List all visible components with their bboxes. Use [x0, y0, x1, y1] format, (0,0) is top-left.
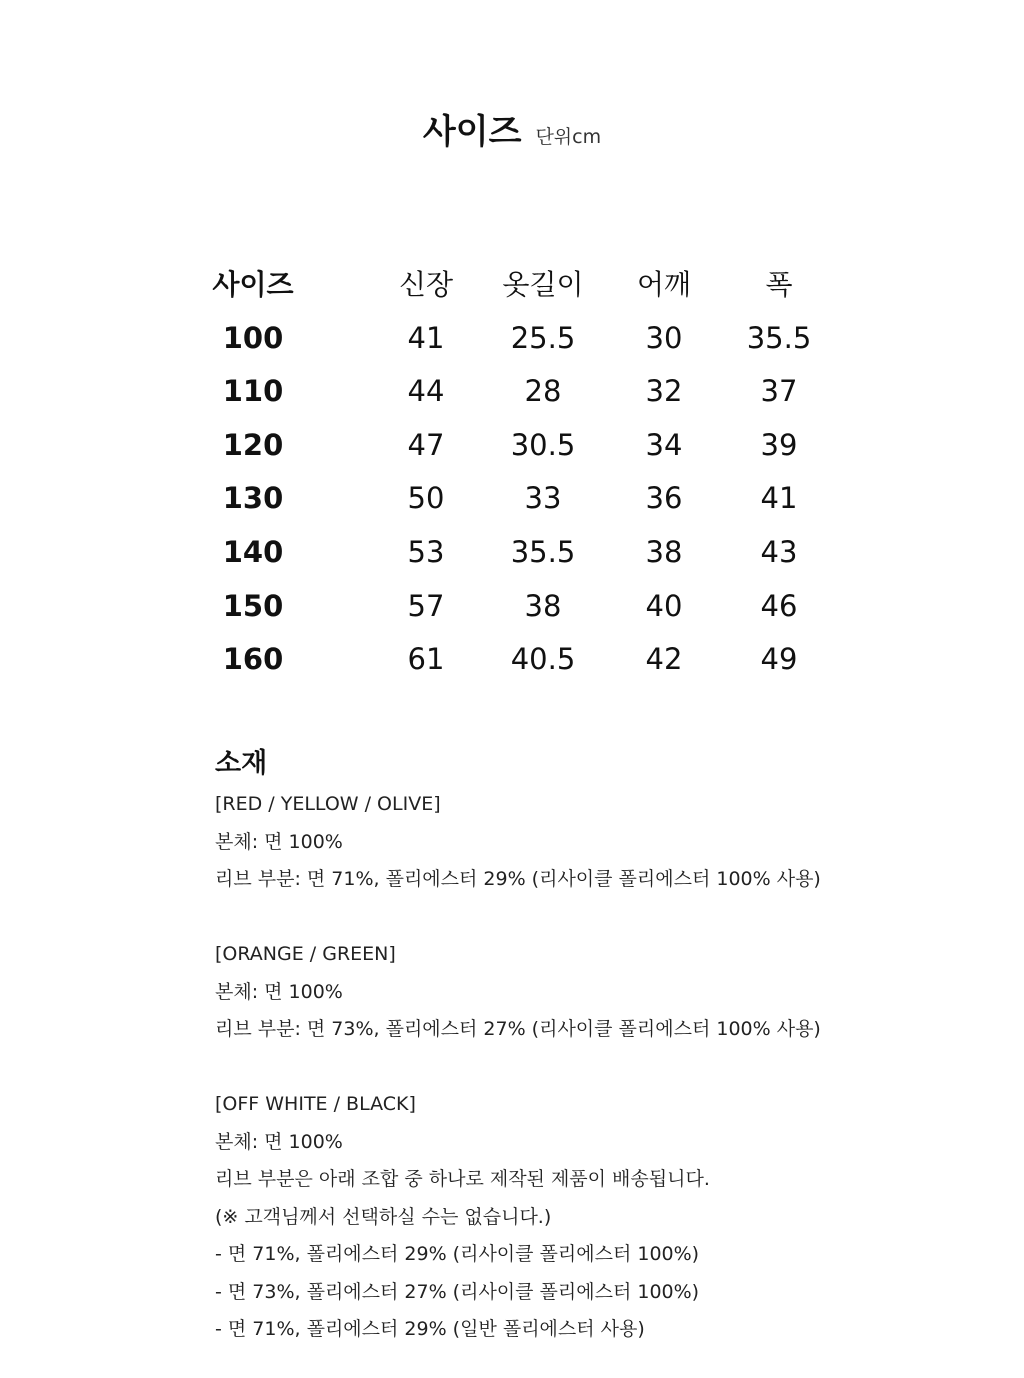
material-colors: [RED / YELLOW / OLIVE] — [215, 793, 441, 815]
cell-size: 110 — [222, 374, 284, 409]
cell-width: 41 — [760, 481, 798, 516]
material-colors: [ORANGE / GREEN] — [215, 943, 396, 965]
header-size: 사이즈 — [212, 268, 294, 301]
table-header-row — [196, 258, 836, 312]
table-row — [196, 472, 836, 526]
table-row — [196, 365, 836, 419]
material-line: - 면 71%, 폴리에스터 29% (리사이클 폴리에스터 100%) — [215, 1243, 700, 1265]
material-line: 본체: 면 100% — [215, 1130, 343, 1153]
cell-size: 140 — [222, 534, 284, 569]
cell-size: 130 — [222, 481, 284, 516]
cell-shoulder: 36 — [645, 481, 683, 516]
cell-length: 35.5 — [510, 534, 576, 569]
cell-width: 49 — [760, 642, 798, 677]
unit-label: 단위cm — [535, 126, 602, 148]
cell-length: 33 — [524, 481, 562, 516]
cell-size: 100 — [222, 320, 284, 355]
page-header — [0, 104, 1024, 153]
cell-length: 40.5 — [510, 642, 576, 677]
table-row — [196, 312, 836, 366]
cell-width: 35.5 — [746, 320, 812, 355]
cell-height: 41 — [407, 320, 445, 355]
cell-shoulder: 40 — [645, 588, 683, 623]
cell-height: 57 — [407, 588, 445, 623]
cell-width: 46 — [760, 588, 798, 623]
cell-length: 28 — [524, 374, 562, 409]
spacer — [215, 899, 975, 937]
cell-shoulder: 32 — [645, 374, 683, 409]
header-shoulder: 어깨 — [636, 268, 692, 301]
cell-shoulder: 42 — [645, 642, 683, 677]
header-width: 폭 — [765, 268, 793, 301]
cell-height: 61 — [407, 642, 445, 677]
material-line: - 면 71%, 폴리에스터 29% (일반 폴리에스터 사용) — [215, 1318, 645, 1340]
cell-size: 150 — [222, 588, 284, 623]
material-line: (※ 고객님께서 선택하실 수는 없습니다.) — [215, 1205, 552, 1228]
header-length: 옷길이 — [502, 268, 584, 301]
cell-size: 160 — [222, 642, 284, 677]
table-row — [196, 633, 836, 687]
cell-height: 44 — [407, 374, 445, 409]
material-group — [215, 786, 975, 899]
table-row — [196, 419, 836, 473]
material-title: 소재 — [215, 748, 268, 779]
header-height: 신장 — [398, 268, 454, 301]
material-group — [215, 936, 975, 1049]
material-colors: [OFF WHITE / BLACK] — [215, 1093, 416, 1115]
material-group — [215, 1086, 975, 1349]
cell-length: 30.5 — [510, 427, 576, 462]
material-line: - 면 73%, 폴리에스터 27% (리사이클 폴리에스터 100%) — [215, 1280, 700, 1303]
size-table — [196, 258, 836, 687]
material-line: 본체: 면 100% — [215, 980, 343, 1003]
material-line: 리브 부분: 면 71%, 폴리에스터 29% (리사이클 폴리에스터 100% 사용) — [215, 868, 821, 890]
cell-length: 38 — [524, 588, 562, 623]
cell-shoulder: 38 — [645, 534, 683, 569]
material-line: 본체: 면 100% — [215, 830, 343, 853]
cell-height: 53 — [407, 534, 445, 569]
cell-width: 43 — [760, 534, 798, 569]
cell-length: 25.5 — [510, 320, 576, 355]
page-title: 사이즈 — [422, 112, 522, 152]
cell-width: 39 — [760, 427, 798, 462]
cell-shoulder: 34 — [645, 427, 683, 462]
spacer — [215, 1049, 975, 1087]
material-line: 리브 부분: 면 73%, 폴리에스터 27% (리사이클 폴리에스터 100% 사용) — [215, 1018, 821, 1040]
table-row — [196, 580, 836, 634]
cell-height: 47 — [407, 427, 445, 462]
material-line: 리브 부분은 아래 조합 중 하나로 제작된 제품이 배송됩니다. — [215, 1168, 710, 1190]
cell-height: 50 — [407, 481, 445, 516]
cell-width: 37 — [760, 374, 798, 409]
material-section — [215, 744, 975, 1349]
table-row — [196, 526, 836, 580]
cell-size: 120 — [222, 427, 284, 462]
cell-shoulder: 30 — [645, 320, 683, 355]
